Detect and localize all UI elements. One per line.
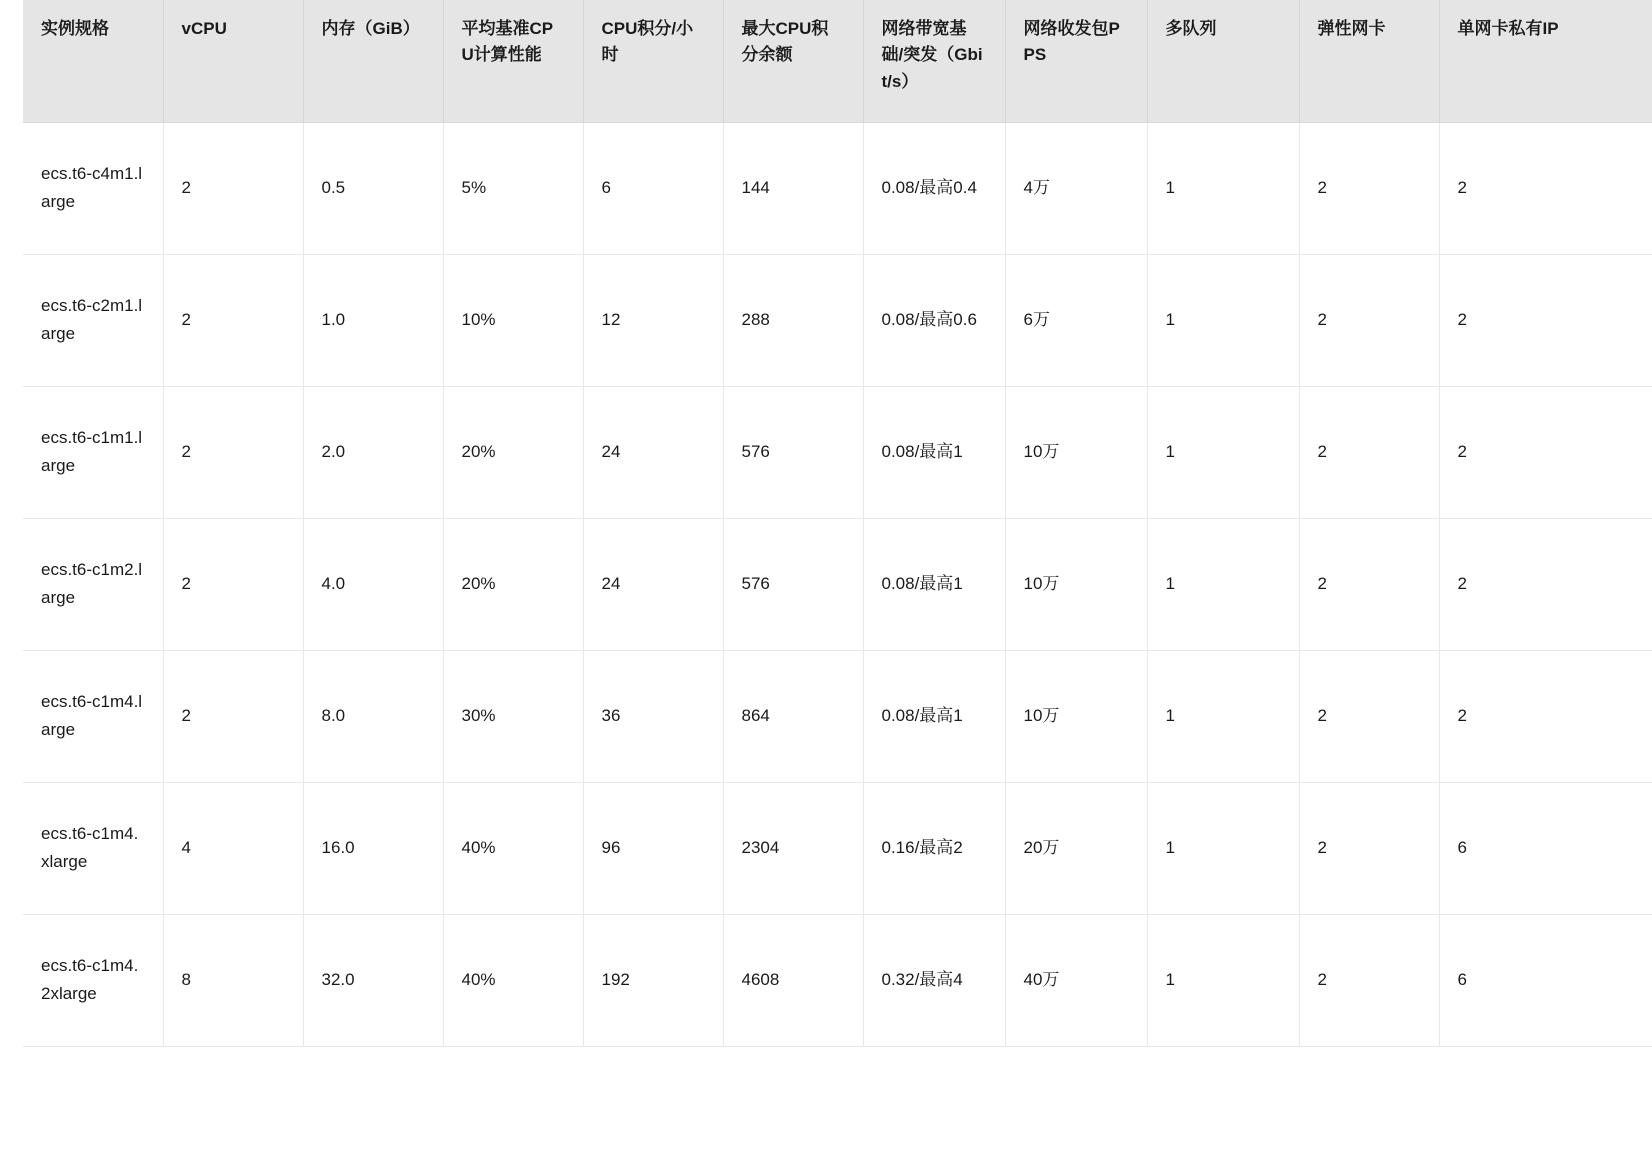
cell-network-pps: 10万	[1005, 386, 1147, 518]
instance-spec-table	[23, 0, 1652, 1047]
cell-multi-queue: 1	[1147, 782, 1299, 914]
cell-max-cpu-credit-balance: 864	[723, 650, 863, 782]
column-header-baseline-cpu: 平均基准CPU计算性能	[443, 0, 583, 122]
cell-instance-type: ecs.t6-c4m1.large	[23, 122, 163, 254]
cell-network-pps: 10万	[1005, 518, 1147, 650]
cell-elastic-nic: 2	[1299, 782, 1439, 914]
cell-network-pps: 6万	[1005, 254, 1147, 386]
table-row	[23, 518, 1652, 650]
table-row	[23, 650, 1652, 782]
cell-cpu-credits-per-hour: 96	[583, 782, 723, 914]
cell-network-pps: 40万	[1005, 914, 1147, 1046]
cell-network-bandwidth: 0.08/最高0.4	[863, 122, 1005, 254]
column-header-elastic-nic: 弹性网卡	[1299, 0, 1439, 122]
cell-elastic-nic: 2	[1299, 386, 1439, 518]
table-row	[23, 386, 1652, 518]
cell-baseline-cpu: 40%	[443, 782, 583, 914]
cell-baseline-cpu: 5%	[443, 122, 583, 254]
cell-instance-type: ecs.t6-c1m1.large	[23, 386, 163, 518]
cell-vcpu: 4	[163, 782, 303, 914]
cell-elastic-nic: 2	[1299, 914, 1439, 1046]
cell-vcpu: 2	[163, 386, 303, 518]
cell-max-cpu-credit-balance: 576	[723, 386, 863, 518]
cell-vcpu: 8	[163, 914, 303, 1046]
table-row	[23, 122, 1652, 254]
cell-memory: 16.0	[303, 782, 443, 914]
cell-baseline-cpu: 20%	[443, 518, 583, 650]
cell-max-cpu-credit-balance: 144	[723, 122, 863, 254]
cell-private-ip-per-nic: 2	[1439, 518, 1652, 650]
cell-cpu-credits-per-hour: 192	[583, 914, 723, 1046]
cell-vcpu: 2	[163, 254, 303, 386]
cell-max-cpu-credit-balance: 288	[723, 254, 863, 386]
cell-private-ip-per-nic: 6	[1439, 782, 1652, 914]
cell-network-bandwidth: 0.08/最高1	[863, 386, 1005, 518]
cell-multi-queue: 1	[1147, 914, 1299, 1046]
cell-baseline-cpu: 40%	[443, 914, 583, 1046]
cell-instance-type: ecs.t6-c1m2.large	[23, 518, 163, 650]
cell-elastic-nic: 2	[1299, 122, 1439, 254]
cell-instance-type: ecs.t6-c1m4.xlarge	[23, 782, 163, 914]
cell-memory: 0.5	[303, 122, 443, 254]
cell-baseline-cpu: 20%	[443, 386, 583, 518]
cell-max-cpu-credit-balance: 576	[723, 518, 863, 650]
cell-network-pps: 20万	[1005, 782, 1147, 914]
cell-vcpu: 2	[163, 518, 303, 650]
column-header-multi-queue: 多队列	[1147, 0, 1299, 122]
cell-max-cpu-credit-balance: 2304	[723, 782, 863, 914]
cell-elastic-nic: 2	[1299, 650, 1439, 782]
cell-baseline-cpu: 30%	[443, 650, 583, 782]
cell-vcpu: 2	[163, 122, 303, 254]
cell-private-ip-per-nic: 2	[1439, 122, 1652, 254]
cell-cpu-credits-per-hour: 6	[583, 122, 723, 254]
cell-network-pps: 10万	[1005, 650, 1147, 782]
table-row	[23, 782, 1652, 914]
cell-vcpu: 2	[163, 650, 303, 782]
table-header	[23, 0, 1652, 122]
cell-multi-queue: 1	[1147, 518, 1299, 650]
cell-network-bandwidth: 0.16/最高2	[863, 782, 1005, 914]
column-header-max-cpu-credit-balance: 最大CPU积分余额	[723, 0, 863, 122]
cell-memory: 1.0	[303, 254, 443, 386]
cell-multi-queue: 1	[1147, 650, 1299, 782]
cell-private-ip-per-nic: 2	[1439, 254, 1652, 386]
column-header-network-bandwidth: 网络带宽基础/突发（Gbit/s）	[863, 0, 1005, 122]
cell-elastic-nic: 2	[1299, 254, 1439, 386]
column-header-private-ip-per-nic: 单网卡私有IP	[1439, 0, 1652, 122]
cell-network-pps: 4万	[1005, 122, 1147, 254]
table-row	[23, 254, 1652, 386]
cell-memory: 8.0	[303, 650, 443, 782]
cell-cpu-credits-per-hour: 24	[583, 518, 723, 650]
cell-private-ip-per-nic: 2	[1439, 386, 1652, 518]
cell-network-bandwidth: 0.08/最高1	[863, 650, 1005, 782]
table-row	[23, 914, 1652, 1046]
cell-cpu-credits-per-hour: 12	[583, 254, 723, 386]
cell-private-ip-per-nic: 6	[1439, 914, 1652, 1046]
cell-network-bandwidth: 0.08/最高1	[863, 518, 1005, 650]
cell-memory: 32.0	[303, 914, 443, 1046]
cell-instance-type: ecs.t6-c1m4.large	[23, 650, 163, 782]
table-body	[23, 122, 1652, 1046]
cell-multi-queue: 1	[1147, 122, 1299, 254]
column-header-cpu-credits-per-hour: CPU积分/小时	[583, 0, 723, 122]
cell-baseline-cpu: 10%	[443, 254, 583, 386]
cell-memory: 4.0	[303, 518, 443, 650]
cell-multi-queue: 1	[1147, 386, 1299, 518]
cell-cpu-credits-per-hour: 36	[583, 650, 723, 782]
cell-network-bandwidth: 0.08/最高0.6	[863, 254, 1005, 386]
column-header-vcpu: vCPU	[163, 0, 303, 122]
cell-private-ip-per-nic: 2	[1439, 650, 1652, 782]
column-header-instance-type: 实例规格	[23, 0, 163, 122]
column-header-memory: 内存（GiB）	[303, 0, 443, 122]
cell-instance-type: ecs.t6-c2m1.large	[23, 254, 163, 386]
cell-instance-type: ecs.t6-c1m4.2xlarge	[23, 914, 163, 1046]
column-header-network-pps: 网络收发包PPS	[1005, 0, 1147, 122]
cell-network-bandwidth: 0.32/最高4	[863, 914, 1005, 1046]
cell-cpu-credits-per-hour: 24	[583, 386, 723, 518]
table-header-row	[23, 0, 1652, 122]
cell-max-cpu-credit-balance: 4608	[723, 914, 863, 1046]
cell-memory: 2.0	[303, 386, 443, 518]
cell-multi-queue: 1	[1147, 254, 1299, 386]
cell-elastic-nic: 2	[1299, 518, 1439, 650]
